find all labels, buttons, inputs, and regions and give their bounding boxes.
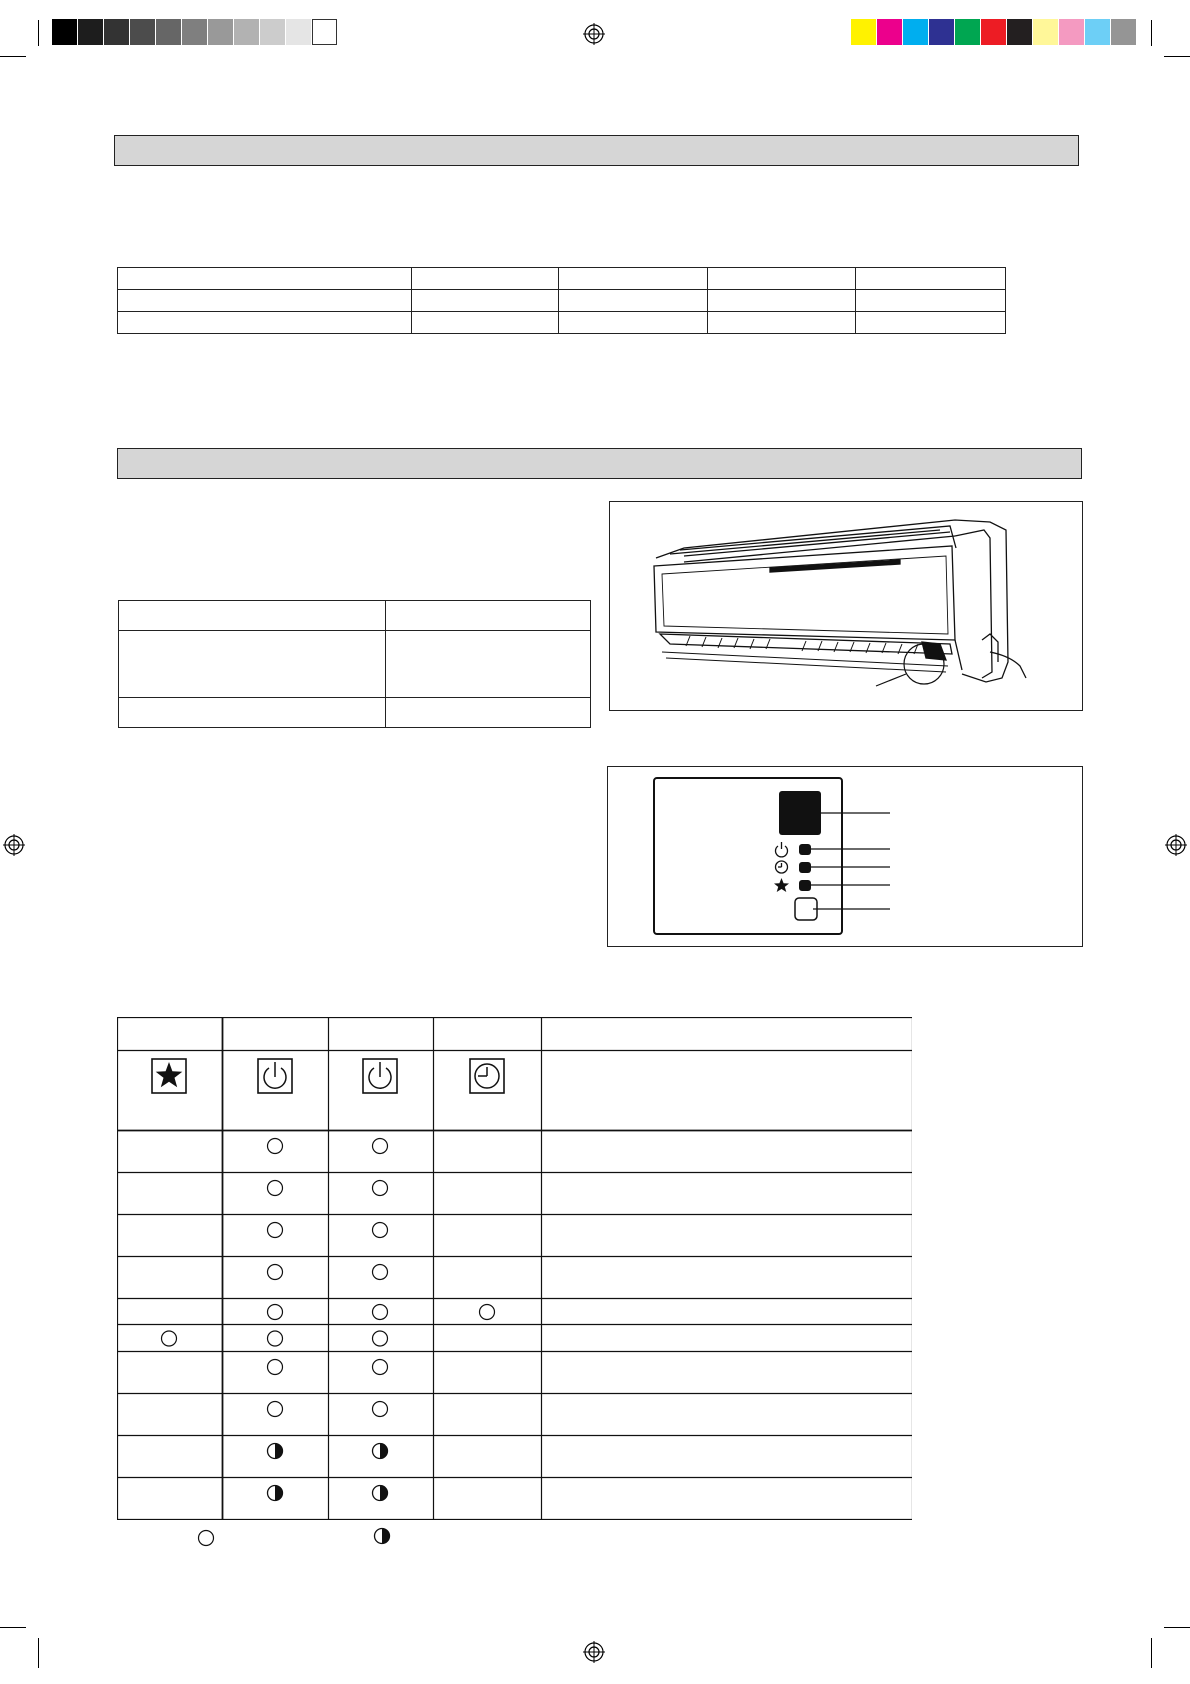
indicator-on-icon <box>373 1181 388 1196</box>
indicator-blink-icon <box>268 1486 283 1501</box>
registration-mark-icon <box>583 1641 605 1663</box>
gray-swatch <box>78 19 103 45</box>
color-swatch <box>955 19 980 45</box>
indicator-on-icon <box>268 1223 283 1238</box>
color-swatch <box>1085 19 1110 45</box>
indicator-on-icon <box>268 1305 283 1320</box>
indicator-on-icon <box>268 1360 283 1375</box>
display-panel-illustration <box>608 767 1082 946</box>
control-panel-figure <box>607 766 1083 947</box>
indicator-on-icon <box>373 1265 388 1280</box>
color-swatch <box>929 19 954 45</box>
power-icon <box>258 1059 292 1093</box>
indicator-table <box>117 1017 912 1520</box>
timer-icon <box>470 1059 504 1093</box>
spec-table <box>117 267 1006 334</box>
color-swatch <box>903 19 928 45</box>
registration-mark-icon <box>1165 834 1187 856</box>
registration-mark-icon <box>583 23 605 45</box>
color-swatch <box>877 19 902 45</box>
indicator-blink-icon <box>373 1486 388 1501</box>
registration-mark-icon <box>3 834 25 856</box>
indicator-on-icon <box>268 1139 283 1154</box>
table-row <box>118 290 1006 312</box>
color-swatch <box>851 19 876 45</box>
indicator-on-icon <box>268 1265 283 1280</box>
indicator-blink-icon <box>373 1444 388 1459</box>
indicator-on-icon <box>373 1305 388 1320</box>
color-swatch <box>981 19 1006 45</box>
indicator-blink-icon <box>268 1444 283 1459</box>
table-row <box>119 601 591 631</box>
gray-swatch <box>156 19 181 45</box>
color-swatch <box>1059 19 1084 45</box>
indicator-on-icon <box>373 1360 388 1375</box>
indicator-on-icon <box>268 1181 283 1196</box>
star-icon <box>152 1059 186 1093</box>
legend-blink-icon <box>375 1529 390 1544</box>
indicator-on-icon <box>373 1223 388 1238</box>
color-swatch <box>1033 19 1058 45</box>
gray-swatch <box>208 19 233 45</box>
legend <box>196 1526 436 1548</box>
legend-on-icon <box>199 1531 214 1546</box>
air-conditioner-illustration <box>610 502 1082 710</box>
section-header-2 <box>117 448 1082 479</box>
indicator-table-grid <box>117 1017 912 1520</box>
table-row <box>119 698 591 728</box>
table-row <box>119 631 591 698</box>
gray-swatch <box>52 19 77 45</box>
gray-swatch <box>286 19 311 45</box>
indicator-on-icon <box>373 1139 388 1154</box>
table-row <box>118 312 1006 334</box>
power-icon <box>363 1059 397 1093</box>
indicator-on-icon <box>162 1331 177 1346</box>
gray-swatch <box>104 19 129 45</box>
table-row <box>118 268 1006 290</box>
gray-swatch <box>234 19 259 45</box>
color-swatch <box>1007 19 1032 45</box>
mode-table <box>118 600 591 728</box>
gray-swatch <box>182 19 207 45</box>
indicator-on-icon <box>268 1402 283 1417</box>
indoor-unit-figure <box>609 501 1083 711</box>
indicator-on-icon <box>373 1331 388 1346</box>
gray-swatch <box>260 19 285 45</box>
gray-swatch <box>130 19 155 45</box>
color-swatch <box>1111 19 1136 45</box>
gray-swatch <box>312 19 337 45</box>
section-header-1 <box>114 135 1079 166</box>
indicator-on-icon <box>480 1305 495 1320</box>
indicator-on-icon <box>373 1402 388 1417</box>
indicator-on-icon <box>268 1331 283 1346</box>
